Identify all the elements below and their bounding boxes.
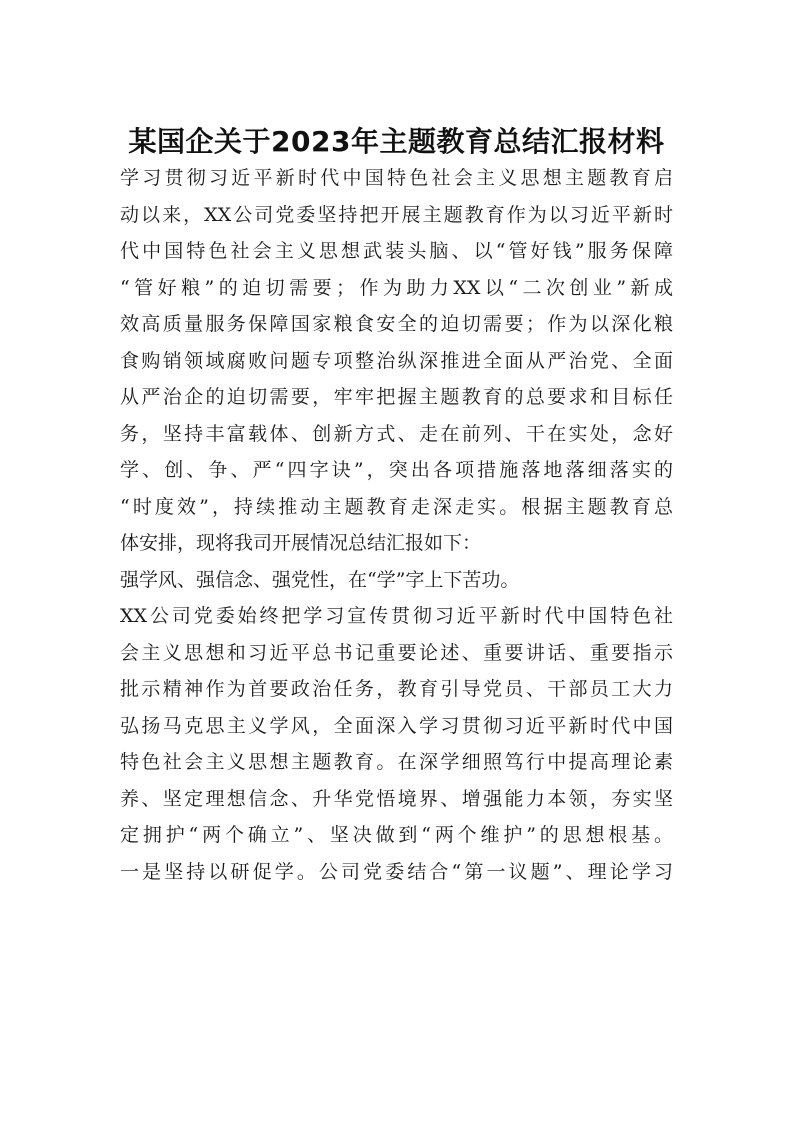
body-line: “管好粮”的迫切需要；作为助力XX以“二次创业”新成	[120, 276, 673, 299]
body-line: XX公司党委始终把学习宣传贯彻习近平新时代中国特色社	[120, 605, 673, 627]
body-line: 特色社会主义思想主题教育。在深学细照笃行中提高理论素	[120, 751, 673, 773]
body-line: 代中国特色社会主义思想武装头脑、以“管好钱”服务保障	[120, 240, 673, 262]
body-line: 动以来，XX公司党委坚持把开展主题教育作为以习近平新时	[120, 203, 673, 226]
body-line: 批示精神作为首要政治任务，教育引导党员、干部员工大力	[120, 678, 673, 700]
body-line: 弘扬马克思主义学风，全面深入学习贯彻习近平新时代中国	[120, 714, 673, 737]
document-body	[120, 160, 673, 890]
body-line: 效高质量服务保障国家粮食安全的迫切需要；作为以深化粮	[120, 313, 673, 335]
body-line: 从严治企的迫切需要，牢牢把握主题教育的总要求和目标任	[120, 386, 673, 408]
body-line: 会主义思想和习近平总书记重要论述、重要讲话、重要指示	[120, 641, 673, 664]
body-line: 务，坚持丰富载体、创新方式、走在前列、干在实处，念好	[120, 422, 673, 445]
body-line: 学、创、争、严“四字诀”，突出各项措施落地落细落实的	[120, 459, 673, 481]
document-title: 某国企关于2023年主题教育总结汇报材料	[128, 125, 665, 158]
body-line: “时度效”，持续推动主题教育走深走实。根据主题教育总	[120, 495, 673, 518]
body-line: 定拥护“两个确立”、坚决做到“两个维护”的思想根基。	[120, 824, 673, 846]
section-heading: 强学风、强信念、强党性，在“学”字上下苦功。	[120, 568, 520, 591]
body-line: 养、坚定理想信念、升华党悟境界、增强能力本领，夯实坚	[120, 787, 673, 810]
body-line: 学习贯彻习近平新时代中国特色社会主义思想主题教育启	[120, 167, 673, 189]
body-line: 食购销领域腐败问题专项整治纵深推进全面从严治党、全面	[120, 349, 673, 372]
body-line: 一是坚持以研促学。公司党委结合“第一议题”、理论学习	[120, 860, 673, 883]
body-line: 体安排，现将我司开展情况总结汇报如下：	[120, 532, 482, 554]
